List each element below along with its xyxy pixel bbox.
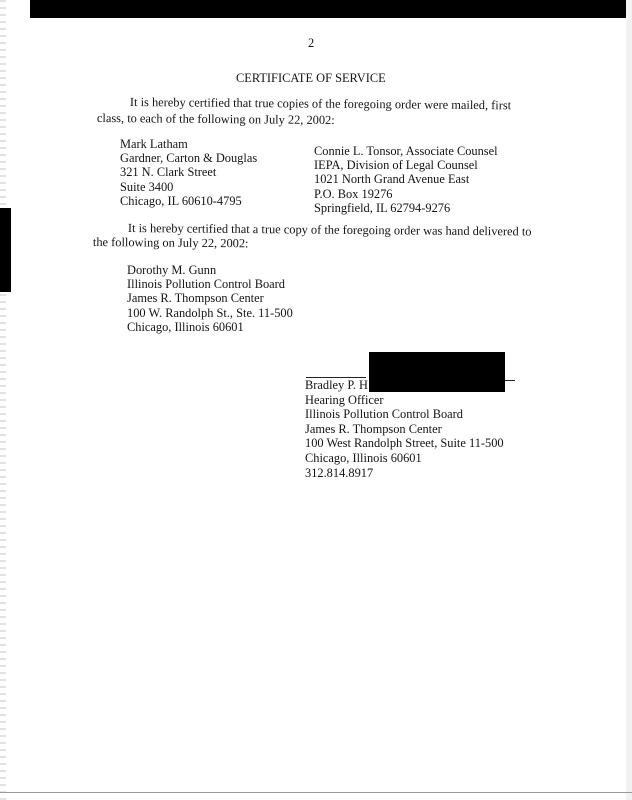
address-line: Illinois Pollution Control Board <box>127 277 285 292</box>
signer-line: James R. Thompson Center <box>305 421 442 436</box>
address-line: James R. Thompson Center <box>127 291 264 306</box>
recipient-left-address <box>120 137 257 208</box>
recipient-right-address <box>314 144 498 215</box>
address-line: Suite 3400 <box>120 179 174 194</box>
paragraph-1-line-1: It is hereby certified that true copies of the foregoing order were mailed, first <box>129 95 512 113</box>
address-line: Springfield, IL 62794-9276 <box>314 200 451 215</box>
address-line: Dorothy M. Gunn <box>127 263 217 277</box>
signer-line: Chicago, Illinois 60601 <box>305 450 422 465</box>
scan-left-bar <box>0 208 11 292</box>
signature-block <box>305 378 504 480</box>
signer-line: 100 West Randolph Street, Suite 11-500 <box>305 436 504 451</box>
address-line: Chicago, IL 60610-4795 <box>120 193 242 208</box>
signer-line: Hearing Officer <box>305 392 384 407</box>
signature-line-right <box>505 380 515 381</box>
recipient-hand-delivered-address <box>127 263 293 334</box>
page-number: 2 <box>308 36 315 50</box>
address-line: P.O. Box 19276 <box>314 186 393 201</box>
scan-top-bar <box>30 0 632 18</box>
signer-phone: 312.814.8917 <box>305 465 374 480</box>
address-line: 100 W. Randolph St., Ste. 11-500 <box>127 305 293 320</box>
paragraph-2-line-2: the following on July 22, 2002: <box>92 235 249 251</box>
certificate-title: CERTIFICATE OF SERVICE <box>236 71 386 85</box>
paragraph-1-line-2: class, to each of the following on July 22, 2002: <box>96 111 335 128</box>
signer-line: Illinois Pollution Control Board <box>305 407 463 422</box>
address-line: Connie L. Tonsor, Associate Counsel <box>314 144 498 158</box>
scan-right-edge <box>626 0 632 800</box>
address-line: 1021 North Grand Avenue East <box>314 172 470 187</box>
scan-bottom-edge <box>0 792 632 793</box>
address-line: IEPA, Division of Legal Counsel <box>314 158 478 173</box>
address-line: 321 N. Clark Street <box>120 165 217 180</box>
address-line: Chicago, Illinois 60601 <box>127 319 244 334</box>
address-line: Mark Latham <box>120 137 188 151</box>
signer-name: Bradley P. H <box>305 378 368 392</box>
address-line: Gardner, Carton & Douglas <box>120 151 258 166</box>
scan-left-edge <box>0 0 6 800</box>
paragraph-2-line-1: It is hereby certified that a true copy of the foregoing order was hand delivered to <box>127 221 532 239</box>
